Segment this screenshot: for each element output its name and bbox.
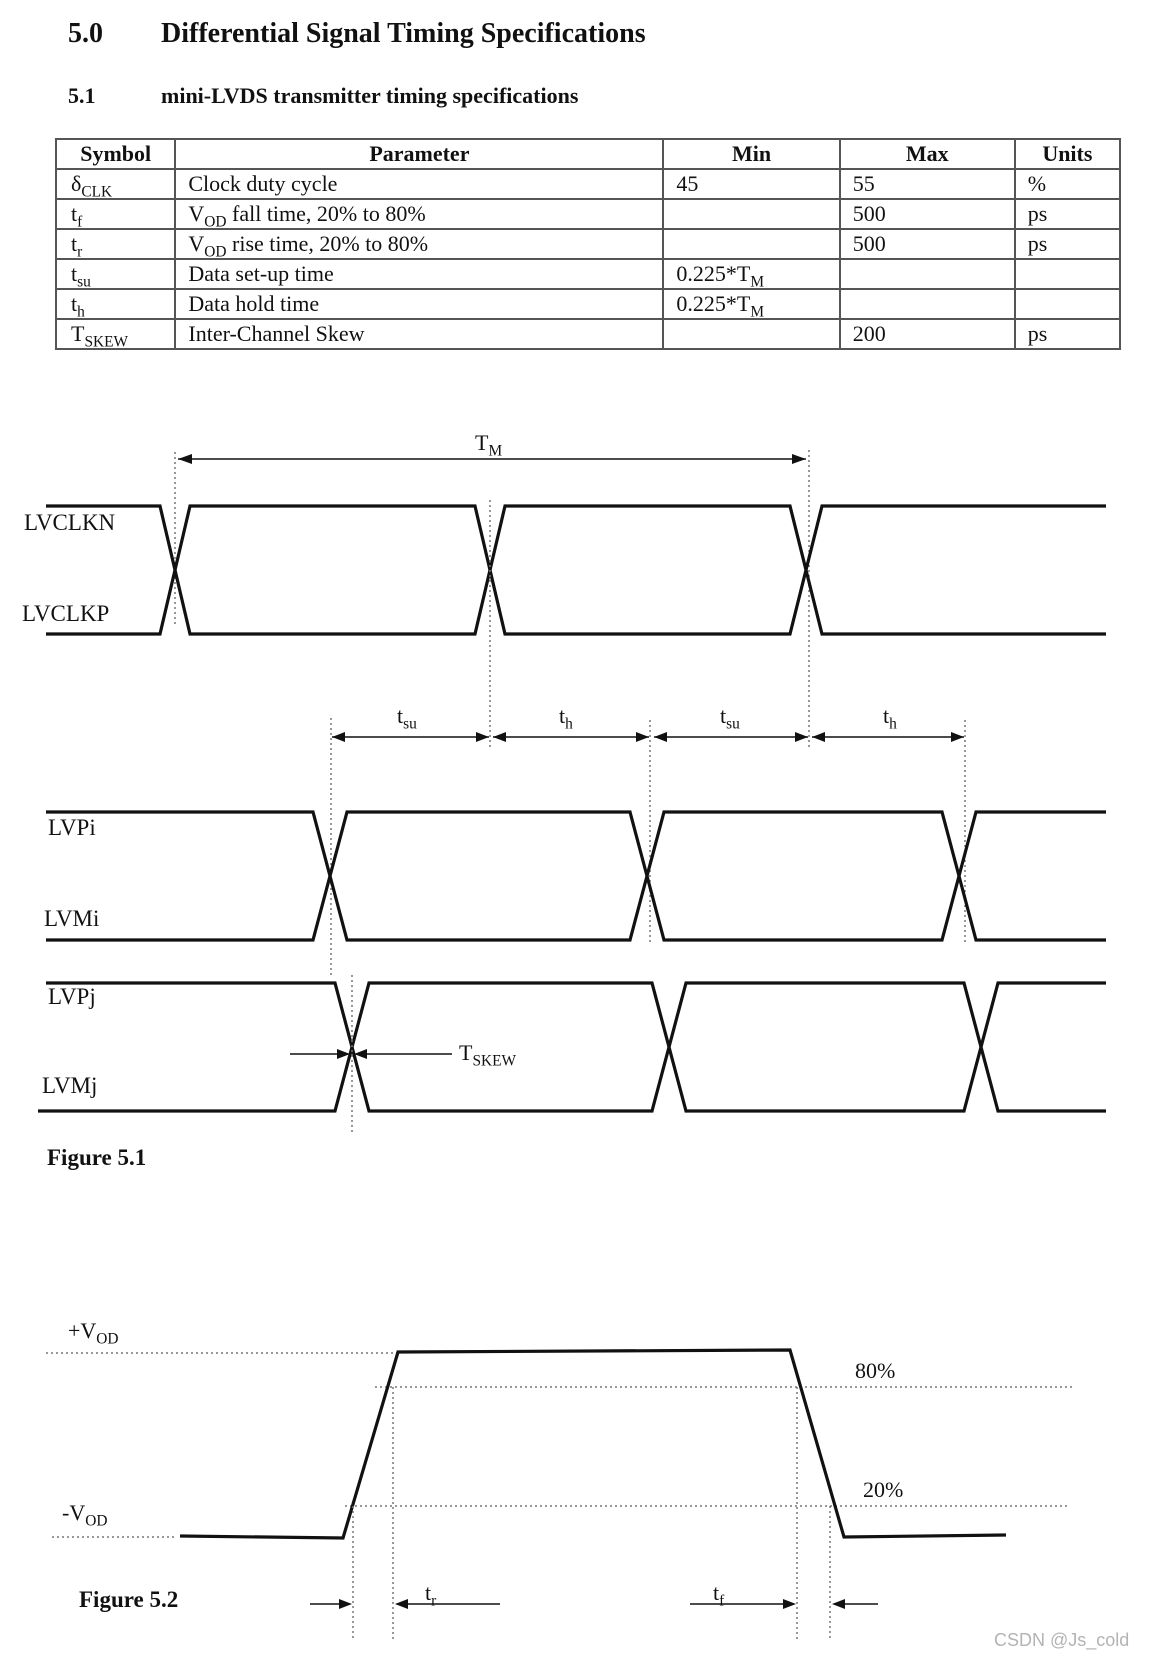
col-header-min: Min xyxy=(663,139,839,169)
col-header-units: Units xyxy=(1015,139,1120,169)
arrow-left-icon xyxy=(395,1599,408,1609)
tr-label: $t_r$ xyxy=(425,1580,437,1610)
subsection-title: mini-LVDS transmitter timing specifications xyxy=(161,83,579,108)
max-cell: 55 xyxy=(840,169,1015,199)
period-label: $T_M$ xyxy=(475,430,503,460)
arrow-left-icon xyxy=(812,732,825,742)
min-cell: $0.225*T_M$ xyxy=(663,259,839,289)
symbol-cell: $t_f$ xyxy=(56,199,175,229)
figure-5-2-graphics xyxy=(46,1350,1075,1640)
max-cell: 200 xyxy=(840,319,1015,349)
symbol-cell: $t_r$ xyxy=(56,229,175,259)
min-cell: $0.225*T_M$ xyxy=(663,289,839,319)
col-header-max: Max xyxy=(840,139,1015,169)
figure-5-1-caption: Figure 5.1 xyxy=(47,1145,147,1170)
lvpj-label: LVPj xyxy=(48,984,96,1009)
parameter-cell: Inter-Channel Skew xyxy=(175,319,663,349)
min-cell: 45 xyxy=(663,169,839,199)
lvclkn-label: LVCLKN xyxy=(24,510,116,535)
pct-low-label: 20% xyxy=(863,1477,904,1502)
arrow-left-icon xyxy=(332,732,345,742)
symbol-cell: $t_h$ xyxy=(56,289,175,319)
units-cell: ps xyxy=(1015,319,1120,349)
col-header-symbol: Symbol xyxy=(56,139,175,169)
figure-5-2-caption: Figure 5.2 xyxy=(79,1587,179,1612)
parameter-cell: Data hold time xyxy=(175,289,663,319)
section-number: 5.0 xyxy=(68,18,103,49)
parameter-cell: Clock duty cycle xyxy=(175,169,663,199)
subsection-number: 5.1 xyxy=(68,83,96,108)
lvmj-waveform xyxy=(38,983,1106,1111)
units-cell: ps xyxy=(1015,229,1120,259)
units-cell: ps xyxy=(1015,199,1120,229)
parameter-cell: $V_{OD}$ fall time, 20% to 80% xyxy=(175,199,663,229)
arrow-left-icon xyxy=(493,732,506,742)
skew-label: $T_{SKEW}$ xyxy=(459,1040,517,1070)
lvpi-label: LVPi xyxy=(48,815,96,840)
tsu-label: $t_{su}$ xyxy=(397,703,417,733)
arrow-left-icon xyxy=(654,732,667,742)
arrow-right-icon xyxy=(783,1599,796,1609)
th-label: $t_h$ xyxy=(559,703,573,733)
max-cell: 500 xyxy=(840,199,1015,229)
arrow-left-icon xyxy=(832,1599,845,1609)
symbol-cell: $T_{SKEW}$ xyxy=(56,319,175,349)
units-cell: % xyxy=(1015,169,1120,199)
tf-label: $t_f$ xyxy=(713,1580,725,1610)
lvmj-label: LVMj xyxy=(42,1073,98,1098)
watermark: CSDN @Js_cold xyxy=(994,1630,1130,1650)
col-header-parameter: Parameter xyxy=(175,139,663,169)
vod-pos-label: $+V_{OD}$ xyxy=(68,1318,119,1348)
symbol-cell: $\delta_{CLK}$ xyxy=(56,169,175,199)
tsu-label: $t_{su}$ xyxy=(720,703,740,733)
arrow-right-icon xyxy=(951,732,964,742)
th-label: $t_h$ xyxy=(883,703,897,733)
arrow-right-icon xyxy=(795,732,808,742)
lvclkp-waveform xyxy=(46,506,1106,634)
section-title: Differential Signal Timing Specifications xyxy=(161,18,646,49)
lvpj-waveform xyxy=(46,983,1106,1111)
lvclkn-waveform xyxy=(46,506,1106,634)
lvmi-label: LVMi xyxy=(44,906,100,931)
max-cell: 500 xyxy=(840,229,1015,259)
figure-5-1-graphics xyxy=(38,450,1106,1135)
vod-neg-label: $-V_{OD}$ xyxy=(62,1500,108,1530)
parameter-cell: Data set-up time xyxy=(175,259,663,289)
lvclkp-label: LVCLKP xyxy=(22,601,110,626)
arrow-right-icon xyxy=(792,454,806,464)
parameter-cell: $V_{OD}$ rise time, 20% to 80% xyxy=(175,229,663,259)
arrow-right-icon xyxy=(339,1599,352,1609)
arrow-right-icon xyxy=(476,732,489,742)
arrow-right-icon xyxy=(636,732,649,742)
pct-high-label: 80% xyxy=(855,1358,896,1383)
arrow-left-icon xyxy=(178,454,192,464)
symbol-cell: $t_{su}$ xyxy=(56,259,175,289)
